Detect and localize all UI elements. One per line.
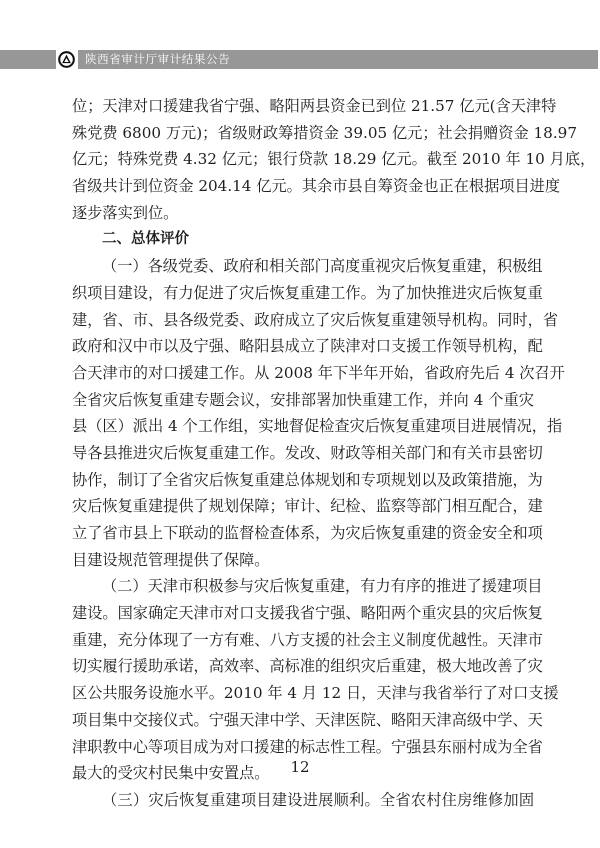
text-line: 省级共计到位资金 204.14 亿元。其余市县自筹资金也正在根据项目进度	[72, 177, 561, 196]
text-line: 建设。国家确定天津市对口支援我省宁强、略阳两个重灾县的灾后恢复	[72, 604, 543, 623]
text-line: 最大的受灾村民集中安置点。	[72, 764, 270, 783]
text-line: 建，省、市、县各级党委、政府成立了灾后恢复重建领导机构。同时，省	[72, 310, 558, 329]
text-line: 立了省市县上下联动的监督检查体系，为灾后恢复重建的资金安全和项	[72, 524, 543, 542]
text-line: 目建设规范管理提供了保障。	[72, 550, 270, 569]
text-line: 逐步落实到位。	[72, 203, 179, 222]
text-line: 合天津市的对口援建工作。从 2008 年下半年开始，省政府先后 4 次召开	[72, 363, 565, 382]
header-title: 陕西省审计厅审计结果公告	[85, 52, 231, 66]
text-line: 协作，制订了全省灾后恢复重建总体规划和专项规划以及政策措施，为	[72, 470, 543, 489]
text-line: 殊党费 6800 万元)；省级财政筹措资金 39.05 亿元；社会捐赠资金 18.97	[72, 123, 577, 142]
text-line: 位；天津对口援建我省宁强、略阳两县资金已到位 21.57 亿元(含天津特	[72, 97, 557, 115]
text-line: 导各县推进灾后恢复重建工作。发改、财政等相关部门和有关市县密切	[72, 443, 543, 462]
section-heading: 二、总体评价	[102, 231, 189, 248]
text-line: 津职教中心等项目成为对口援建的标志性工程。宁强县东丽村成为全省	[72, 737, 543, 756]
text-line: 切实履行援助承诺，高效率、高标准的组织灾后重建，极大地改善了灾	[72, 657, 543, 676]
header-bar-left	[0, 50, 56, 69]
text-line: 重建，充分体现了一方有难、八方支援的社会主义制度优越性。天津市	[72, 630, 543, 649]
text-line: 县（区）派出 4 个工作组，实地督促检查灾后恢复重建项目进展情况，指	[72, 417, 563, 436]
page-number: 12	[290, 758, 310, 776]
document-body	[72, 93, 596, 814]
text-line: 区公共服务设施水平。2010 年 4 月 12 日，天津与我省举行了对口支援	[72, 684, 559, 703]
text-line: （二）天津市积极参与灾后恢复重建，有力有序的推进了援建项目	[102, 577, 543, 596]
text-line: （一）各级党委、政府和相关部门高度重视灾后恢复重建，积极组	[102, 257, 543, 276]
text-line: 灾后恢复重建提供了规划保障；审计、纪检、监察等部门相互配合，建	[72, 497, 543, 516]
text-line: 全省灾后恢复重建专题会议，安排部署加快重建工作，并向 4 个重灾	[72, 390, 534, 409]
text-line: 亿元；特殊党费 4.32 亿元；银行贷款 18.29 亿元。截至 2010 年 10 月底，	[72, 150, 596, 169]
text-line: 织项目建设，有力促进了灾后恢复重建工作。为了加快推进灾后恢复重	[72, 283, 543, 302]
audit-emblem-icon	[58, 51, 75, 68]
text-line: （三）灾后恢复重建项目建设进展顺利。全省农村住房维修加固	[102, 790, 534, 809]
text-line: 项目集中交接仪式。宁强天津中学、天津医院、略阳天津高级中学、天	[72, 710, 543, 729]
text-line: 政府和汉中市以及宁强、略阳县成立了陕津对口支援工作领导机构，配	[72, 337, 543, 356]
